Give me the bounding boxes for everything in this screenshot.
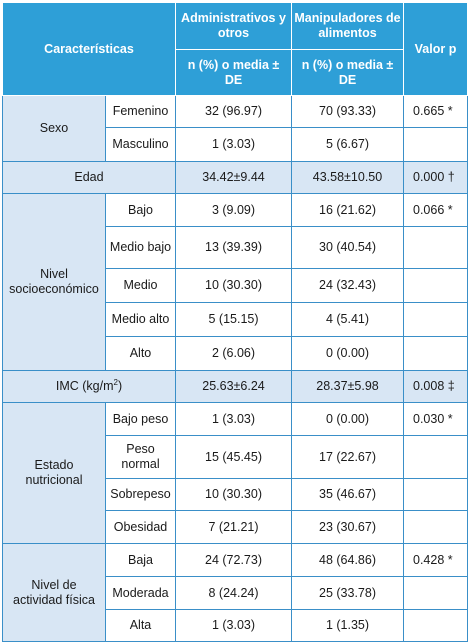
- header-sub-manipuladores: n (%) o media ± DE: [292, 50, 404, 96]
- pvalue-cell: [404, 227, 468, 269]
- value-cell: 43.58±10.50: [292, 162, 404, 194]
- category-cell: Femenino: [106, 96, 176, 128]
- value-cell: 15 (45.45): [176, 436, 292, 479]
- pvalue-cell: [404, 436, 468, 479]
- header-characteristics: Características: [3, 3, 176, 96]
- table-row: [3, 194, 468, 227]
- category-cell: Alto: [106, 337, 176, 371]
- value-cell: 28.37±5.98: [292, 371, 404, 403]
- group-label-actividad-fisica: Nivel de actividad física: [3, 544, 106, 642]
- value-cell: 34.42±9.44: [176, 162, 292, 194]
- value-cell: 0 (0.00): [292, 337, 404, 371]
- value-cell: 7 (21.21): [176, 511, 292, 544]
- category-cell: Medio bajo: [106, 227, 176, 269]
- value-cell: 48 (64.86): [292, 544, 404, 577]
- value-cell: 8 (24.24): [176, 577, 292, 610]
- value-cell: 10 (30.30): [176, 269, 292, 303]
- header-group-administrativos: Administrativos y otros: [176, 3, 292, 50]
- value-cell: 1 (3.03): [176, 610, 292, 642]
- header-sub-administrativos: n (%) o media ± DE: [176, 50, 292, 96]
- value-cell: 30 (40.54): [292, 227, 404, 269]
- group-label-estado-nutricional: Estado nutricional: [3, 403, 106, 544]
- value-cell: 32 (96.97): [176, 96, 292, 128]
- value-cell: 16 (21.62): [292, 194, 404, 227]
- pvalue-cell: 0.665 *: [404, 96, 468, 128]
- imc-label-text: IMC (kg/m: [55, 379, 114, 393]
- value-cell: 10 (30.30): [176, 479, 292, 511]
- category-cell: Peso normal: [106, 436, 176, 479]
- imc-label-end: ): [117, 379, 123, 393]
- value-cell: 70 (93.33): [292, 96, 404, 128]
- value-cell: 4 (5.41): [292, 303, 404, 337]
- category-cell: Obesidad: [106, 511, 176, 544]
- value-cell: 1 (1.35): [292, 610, 404, 642]
- value-cell: 25.63±6.24: [176, 371, 292, 403]
- table-row: [3, 96, 468, 128]
- pvalue-cell: 0.066 *: [404, 194, 468, 227]
- row-label-edad: Edad: [3, 162, 176, 194]
- pvalue-cell: [404, 269, 468, 303]
- pvalue-cell: [404, 511, 468, 544]
- value-cell: 1 (3.03): [176, 403, 292, 436]
- value-cell: 17 (22.67): [292, 436, 404, 479]
- category-cell: Sobrepeso: [106, 479, 176, 511]
- value-cell: 3 (9.09): [176, 194, 292, 227]
- table-row: [3, 371, 468, 403]
- header-pvalue: Valor p: [404, 3, 468, 96]
- value-cell: 2 (6.06): [176, 337, 292, 371]
- pvalue-cell: [404, 479, 468, 511]
- pvalue-cell: 0.000 †: [404, 162, 468, 194]
- value-cell: 24 (32.43): [292, 269, 404, 303]
- category-cell: Alta: [106, 610, 176, 642]
- value-cell: 5 (6.67): [292, 128, 404, 162]
- imc-label-superscript: 2: [113, 377, 118, 387]
- category-cell: Bajo: [106, 194, 176, 227]
- category-cell: Baja: [106, 544, 176, 577]
- pvalue-cell: 0.008 ‡: [404, 371, 468, 403]
- results-table: [2, 2, 468, 642]
- category-cell: Medio alto: [106, 303, 176, 337]
- value-cell: 0 (0.00): [292, 403, 404, 436]
- value-cell: 24 (72.73): [176, 544, 292, 577]
- row-label-imc: [3, 371, 176, 403]
- value-cell: 23 (30.67): [292, 511, 404, 544]
- table-row: [3, 403, 468, 436]
- pvalue-cell: [404, 337, 468, 371]
- group-label-sexo: Sexo: [3, 96, 106, 162]
- pvalue-cell: [404, 303, 468, 337]
- pvalue-cell: [404, 577, 468, 610]
- table-row: [3, 162, 468, 194]
- header-group-manipuladores: Manipuladores de alimentos: [292, 3, 404, 50]
- category-cell: Moderada: [106, 577, 176, 610]
- group-label-nivel-socioeconomico: Nivel socioeconómico: [3, 194, 106, 371]
- pvalue-cell: [404, 128, 468, 162]
- category-cell: Masculino: [106, 128, 176, 162]
- table-row: [3, 544, 468, 577]
- value-cell: 5 (15.15): [176, 303, 292, 337]
- value-cell: 13 (39.39): [176, 227, 292, 269]
- value-cell: 1 (3.03): [176, 128, 292, 162]
- pvalue-cell: 0.030 *: [404, 403, 468, 436]
- value-cell: 35 (46.67): [292, 479, 404, 511]
- category-cell: Medio: [106, 269, 176, 303]
- pvalue-cell: 0.428 *: [404, 544, 468, 577]
- category-cell: Bajo peso: [106, 403, 176, 436]
- value-cell: 25 (33.78): [292, 577, 404, 610]
